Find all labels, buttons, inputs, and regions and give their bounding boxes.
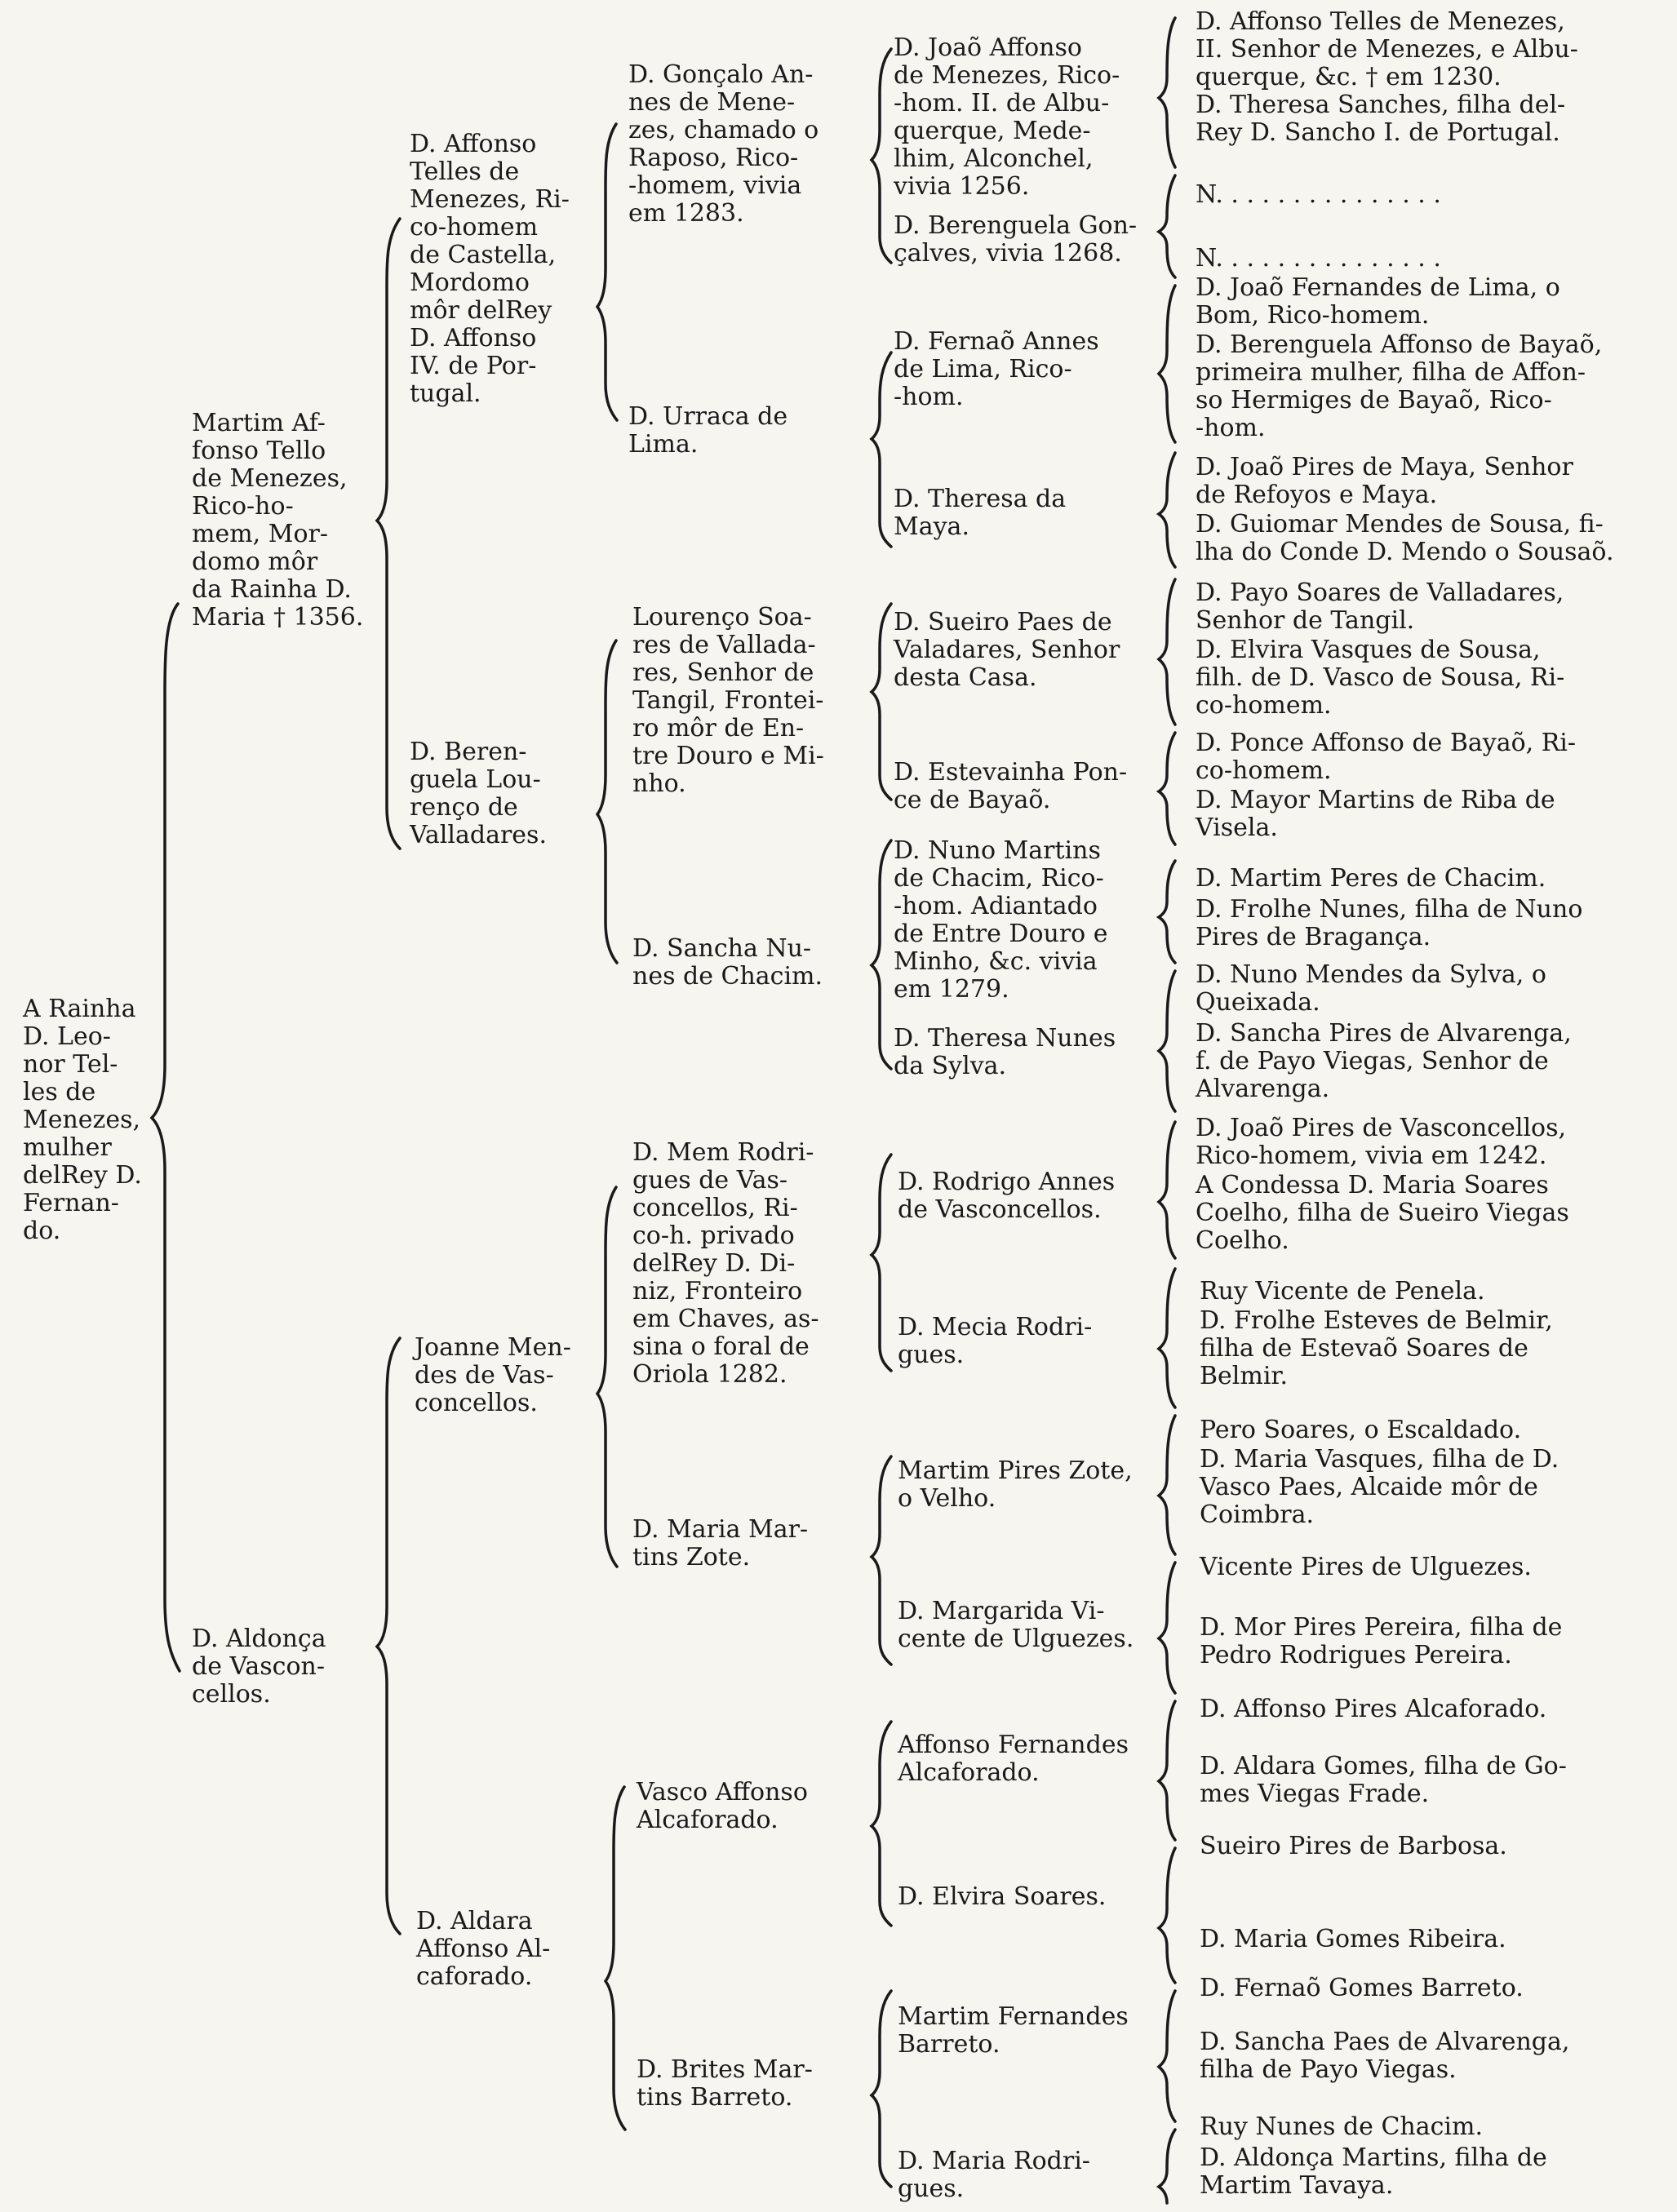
- bracket-gen4-g: [872, 1722, 891, 1926]
- person-g6-1: D. Affonso Telles de Menezes, II. Senhor de Menezes, e Albu- querque, &c. † em 1230.: [1196, 7, 1578, 91]
- person-sueiro-paes: D. Sueiro Paes de Valadares, Senhor desta Casa.: [894, 608, 1120, 692]
- person-estevainha: D. Estevainha Pon- ce de Bayaõ.: [894, 758, 1128, 814]
- person-g6-18: A Condessa D. Maria Soares Coelho, filha de Sueiro Viegas Coelho.: [1196, 1171, 1569, 1255]
- bracket-gen2-b: [377, 1338, 400, 1934]
- person-maria-martins-zote: D. Maria Mar- tins Zote.: [632, 1515, 809, 1571]
- person-urraca: D. Urraca de Lima.: [628, 402, 788, 459]
- bracket-gen5-7: [1159, 861, 1175, 963]
- person-joao-affonso: D. Joaõ Affonso de Menezes, Rico- -hom. II. de Albu- querque, Mede- lhim, Alconchel, vivia 1256.: [894, 33, 1120, 201]
- person-martim-affonso: Martim Af- fonso Tello de Menezes, Rico-ho- mem, Mor- domo môr da Rainha D. Maria † 1356.: [192, 409, 364, 632]
- person-joanne-mendes: Joanne Men- des de Vas- concellos.: [415, 1333, 571, 1417]
- person-berenguela-lourenco: D. Beren- guela Lou- renço de Valladares.: [410, 738, 547, 849]
- person-g6-17: D. Joaõ Pires de Vasconcellos, Rico-homem, vivia em 1242.: [1196, 1114, 1567, 1170]
- bracket-gen3-a: [597, 124, 617, 420]
- person-mecia: D. Mecia Rodri- gues.: [898, 1313, 1093, 1369]
- bracket-gen4-b: [872, 352, 891, 547]
- person-sancha-nunes: D. Sancha Nu- nes de Chacim.: [632, 934, 823, 991]
- person-g6-4: N. . . . . . . . . . . . . . .: [1196, 244, 1441, 273]
- person-g6-25: D. Affonso Pires Alcaforado.: [1200, 1695, 1547, 1723]
- person-g6-15: D. Nuno Mendes da Sylva, o Queixada.: [1196, 960, 1546, 1017]
- person-lourenco-soares: Lourenço Soa- res de Vallada- res, Senhor de Tangil, Frontei- ro môr de En- tre Douro e Mi- nho.: [632, 603, 824, 798]
- person-goncalo-annes: D. Gonçalo An- nes de Mene- zes, chamado o Raposo, Rico- -homem, vivia em 1283.: [628, 60, 819, 228]
- person-nuno-martins: D. Nuno Martins de Chacim, Rico- -hom. Adiantado de Entre Douro e Minho, &c. vivia em 1279.: [894, 836, 1108, 1004]
- bracket-gen3-d: [606, 1787, 625, 2130]
- person-g6-20: D. Frolhe Esteves de Belmir, filha de Estevaõ Soares de Belmir.: [1200, 1306, 1553, 1390]
- person-g6-16: D. Sancha Pires de Alvarenga, f. de Payo Viegas, Senhor de Alvarenga.: [1196, 1019, 1572, 1103]
- person-martim-pires-zote: Martim Pires Zote, o Velho.: [898, 1456, 1133, 1513]
- person-vasco-affonso: Vasco Affonso Alcaforado.: [637, 1778, 808, 1834]
- person-g6-6: D. Berenguela Affonso de Bayaõ, primeira mulher, filha de Affon- so Hermiges de Bayaõ, Rico- -hom.: [1196, 330, 1603, 442]
- person-g6-2: D. Theresa Sanches, filha del- Rey D. Sancho I. de Portugal.: [1196, 91, 1566, 147]
- person-g6-31: Ruy Nunes de Chacim.: [1200, 2112, 1484, 2141]
- bracket-gen5-5: [1159, 579, 1175, 725]
- bracket-gen3-b: [597, 641, 617, 963]
- bracket-gen4-f: [872, 1456, 891, 1665]
- person-g6-29: D. Fernaõ Gomes Barreto.: [1200, 1974, 1524, 2002]
- person-affonso-telles: D. Affonso Telles de Menezes, Ri- co-homem de Castella, Mordomo môr delRey D. Affonso IV. de Por- tugal.: [410, 130, 570, 408]
- person-g6-11: D. Ponce Affonso de Bayaõ, Ri- co-homem.: [1196, 729, 1577, 785]
- bracket-gen3-c: [597, 1187, 617, 1567]
- bracket-gen1: [152, 604, 180, 1671]
- person-g6-14: D. Frolhe Nunes, filha de Nuno Pires de Bragança.: [1196, 895, 1583, 951]
- person-leonor: A Rainha D. Leo- nor Tel- les de Menezes, mulher delRey D. Fernan- do.: [23, 995, 142, 1245]
- person-g6-28: D. Maria Gomes Ribeira.: [1200, 1925, 1506, 1953]
- person-theresa-maya: D. Theresa da Maya.: [894, 485, 1067, 541]
- person-g6-8: D. Guiomar Mendes de Sousa, fi- lha do Conde D. Mendo o Sousaõ.: [1196, 510, 1614, 566]
- person-g6-13: D. Martim Peres de Chacim.: [1196, 864, 1546, 893]
- person-g6-7: D. Joaõ Pires de Maya, Senhor de Refoyos e Maya.: [1196, 453, 1573, 509]
- person-martim-fernandes: Martim Fernandes Barreto.: [898, 2002, 1129, 2059]
- person-g6-9: D. Payo Soares de Valladares, Senhor de Tangil.: [1196, 578, 1564, 635]
- bracket-gen5-4: [1159, 453, 1175, 567]
- person-aldonca: D. Aldonça de Vascon- cellos.: [192, 1625, 326, 1709]
- person-fernao-annes: D. Fernaõ Annes de Lima, Rico- -hom.: [894, 327, 1099, 411]
- person-rodrigo-annes: D. Rodrigo Annes de Vasconcellos.: [898, 1168, 1116, 1224]
- person-theresa-nunes: D. Theresa Nunes da Sylva.: [894, 1024, 1116, 1080]
- person-g6-30: D. Sancha Paes de Alvarenga, filha de Payo Viegas.: [1200, 2028, 1570, 2084]
- person-brites-martins: D. Brites Mar- tins Barreto.: [637, 2055, 813, 2112]
- person-g6-5: D. Joaõ Fernandes de Lima, o Bom, Rico-homem.: [1196, 273, 1560, 330]
- person-margarida: D. Margarida Vi- cente de Ulguezes.: [898, 1597, 1134, 1653]
- person-g6-32: D. Aldonça Martins, filha de Martim Tavaya.: [1200, 2143, 1547, 2200]
- person-g6-23: Vicente Pires de Ulguezes.: [1200, 1553, 1532, 1581]
- person-elvira-soares: D. Elvira Soares.: [898, 1882, 1107, 1911]
- bracket-gen5-1: [1159, 18, 1175, 167]
- bracket-gen4-c: [872, 604, 891, 800]
- bracket-gen5-8: [1159, 971, 1175, 1111]
- bracket-gen5-6: [1159, 733, 1175, 844]
- person-g6-3: N. . . . . . . . . . . . . . .: [1196, 180, 1441, 209]
- person-mem-rodrigues: D. Mem Rodri- gues de Vas- concellos, Ri- co-h. privado delRey D. Di- niz, Fronteiro em Chaves, as- sina o foral de Oriola 1282.: [632, 1138, 819, 1389]
- person-g6-27: Sueiro Pires de Barbosa.: [1200, 1832, 1507, 1860]
- bracket-gen5-14: [1159, 1848, 1175, 1983]
- bracket-gen4-d: [872, 840, 891, 1069]
- bracket-gen4-a: [872, 49, 891, 263]
- person-g6-26: D. Aldara Gomes, filha de Go- mes Viegas Frade.: [1200, 1752, 1567, 1808]
- bracket-gen5-2: [1159, 175, 1175, 277]
- person-g6-21: Pero Soares, o Escaldado.: [1200, 1416, 1522, 1444]
- person-g6-10: D. Elvira Vasques de Sousa, filh. de D. Vasco de Sousa, Ri- co-homem.: [1196, 636, 1565, 720]
- person-g6-22: D. Maria Vasques, filha de D. Vasco Paes, Alcaide môr de Coimbra.: [1200, 1445, 1559, 1529]
- person-affonso-fernandes: Affonso Fernandes Alcaforado.: [898, 1731, 1129, 1787]
- person-g6-12: D. Mayor Martins de Riba de Visela.: [1196, 786, 1555, 842]
- person-maria-rodrigues: D. Maria Rodri- gues.: [898, 2147, 1090, 2203]
- person-g6-19: Ruy Vicente de Penela.: [1200, 1277, 1485, 1305]
- person-g6-24: D. Mor Pires Pereira, filha de Pedro Rodrigues Pereira.: [1200, 1613, 1563, 1669]
- bracket-gen2-a: [377, 219, 400, 849]
- person-berenguela-goncalves: D. Berenguela Gon- çalves, vivia 1268.: [894, 211, 1138, 268]
- person-aldara-affonso: D. Aldara Affonso Al- caforado.: [416, 1907, 551, 1991]
- bracket-gen4-e: [872, 1155, 891, 1371]
- bracket-gen5-3: [1159, 286, 1175, 442]
- bracket-gen4-h: [872, 1991, 891, 2187]
